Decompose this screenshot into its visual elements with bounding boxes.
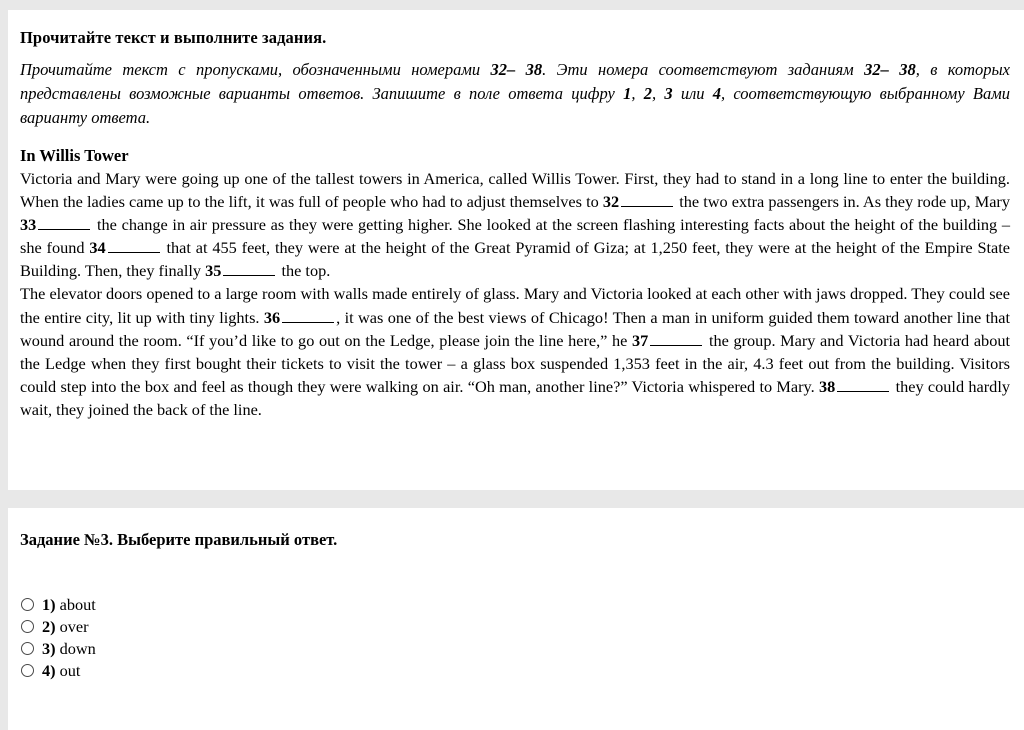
answer-option[interactable] (20, 638, 1010, 659)
radio-button-icon[interactable] (21, 620, 34, 633)
answer-option-label: 2) over (42, 616, 89, 636)
passage-text: Victoria and Mary were going up one of the tallest towers in America, called Willis Tower. First, they had to stand in a long line to enter the building. When the ladies came up to the lift, it was full of people who had to adjust themselves to (20, 168, 1010, 211)
answer-gap (38, 215, 90, 230)
passage-text: the group. Mary and Victoria had heard about the Ledge when they first bought their tickets to visit the tower – a glass box suspended 1,353 feet in the air, 4.3 feet out from the building. Visitors could step into the box and feel as though they were walking on air. “Oh man, another line?” Victoria whispered to Mary. (20, 330, 1011, 397)
answer-gap (282, 308, 334, 323)
answer-gap (621, 192, 673, 207)
passage-text: that at 455 feet, they were at the height of the Great Pyramid of Giza; at 1,250 feet, they were at the height of the Empire State Building. Then, they finally (20, 238, 1010, 281)
gap-number: 34 (89, 238, 106, 258)
answer-option-marker: 2) (42, 616, 56, 636)
passage-text: the top. (277, 261, 331, 281)
answer-option[interactable] (20, 616, 1010, 637)
instruction-fragment: , в которых представлены возможные варианты ответов. Запишите в поле ответа цифру (20, 60, 1011, 103)
gap-number: 37 (632, 330, 649, 350)
radio-button-icon[interactable] (21, 598, 34, 611)
passage-title: In Willis Tower (20, 145, 129, 165)
answer-option-label: 4) out (42, 660, 81, 680)
answer-option-marker: 3) (42, 638, 56, 658)
passage-text: the two extra passengers in. As they rode up, Mary (675, 191, 1010, 211)
passage-text: , it was one of the best views of Chicago! Then a man in uniform guided them toward another line that wound around the room. “If you’d like to go out on the Ledge, please join the line here,” he (20, 307, 1011, 350)
task-title: Прочитайте текст и выполните задания. (20, 28, 327, 47)
instruction-fragment: 32– 38 (490, 60, 543, 79)
answer-option[interactable] (20, 594, 1010, 615)
answer-gap (223, 261, 275, 276)
passage-text: The elevator doors opened to a large room with walls made entirely of glass. Mary and Victoria looked at each other with jaws dropped. They could see the entire city, lit up with tiny lights. (20, 284, 1010, 327)
question-title: Задание №3. Выберите правильный ответ. (20, 530, 338, 549)
instruction-fragment: 4 (712, 83, 722, 103)
passage-paragraph (20, 167, 1010, 283)
gap-number: 33 (20, 215, 37, 235)
passage-text: the change in air pressure as they were getting higher. She looked at the screen flashing interesting facts about the height of the building – she found (20, 215, 1010, 258)
instruction-fragment: , (651, 83, 665, 103)
answer-gap (650, 331, 702, 346)
instruction-fragment: , соответствующую выбранному Вами варианту ответа. (20, 83, 1011, 127)
answer-option-marker: 4) (42, 660, 56, 680)
answer-option-label: 3) down (42, 638, 96, 658)
gap-number: 35 (205, 261, 222, 281)
instruction-fragment: 1 (623, 83, 632, 103)
passage-body (20, 167, 1010, 422)
top-rail (0, 0, 1024, 10)
task-instruction (20, 58, 1010, 130)
answer-options (20, 594, 1010, 681)
instruction-fragment: Прочитайте текст с пропусками, обозначенными номерами (20, 60, 491, 79)
answer-option-label: 1) about (42, 594, 96, 614)
answer-gap (108, 238, 160, 253)
question-section (20, 530, 1010, 682)
gap-number: 38 (819, 377, 836, 397)
gap-number: 32 (602, 191, 620, 211)
instruction-fragment: или (672, 83, 713, 103)
radio-button-icon[interactable] (21, 664, 34, 677)
instruction-fragment: , (631, 83, 644, 103)
radio-button-icon[interactable] (21, 642, 34, 655)
answer-option-marker: 1) (42, 594, 56, 614)
answer-gap (837, 377, 889, 392)
answer-option[interactable] (20, 660, 1010, 681)
passage-paragraph (20, 282, 1010, 421)
instruction-fragment: 3 (664, 83, 673, 103)
left-rail (0, 0, 8, 730)
instruction-fragment: 2 (643, 83, 652, 103)
passage-text: they could hardly wait, they joined the back of the line. (20, 377, 1010, 420)
gap-number: 36 (263, 307, 281, 327)
document-content (20, 10, 1010, 421)
instruction-fragment: . Эти номера соответствуют заданиям (542, 60, 865, 79)
section-divider (0, 490, 1024, 508)
instruction-fragment: 32– 38 (864, 60, 916, 79)
